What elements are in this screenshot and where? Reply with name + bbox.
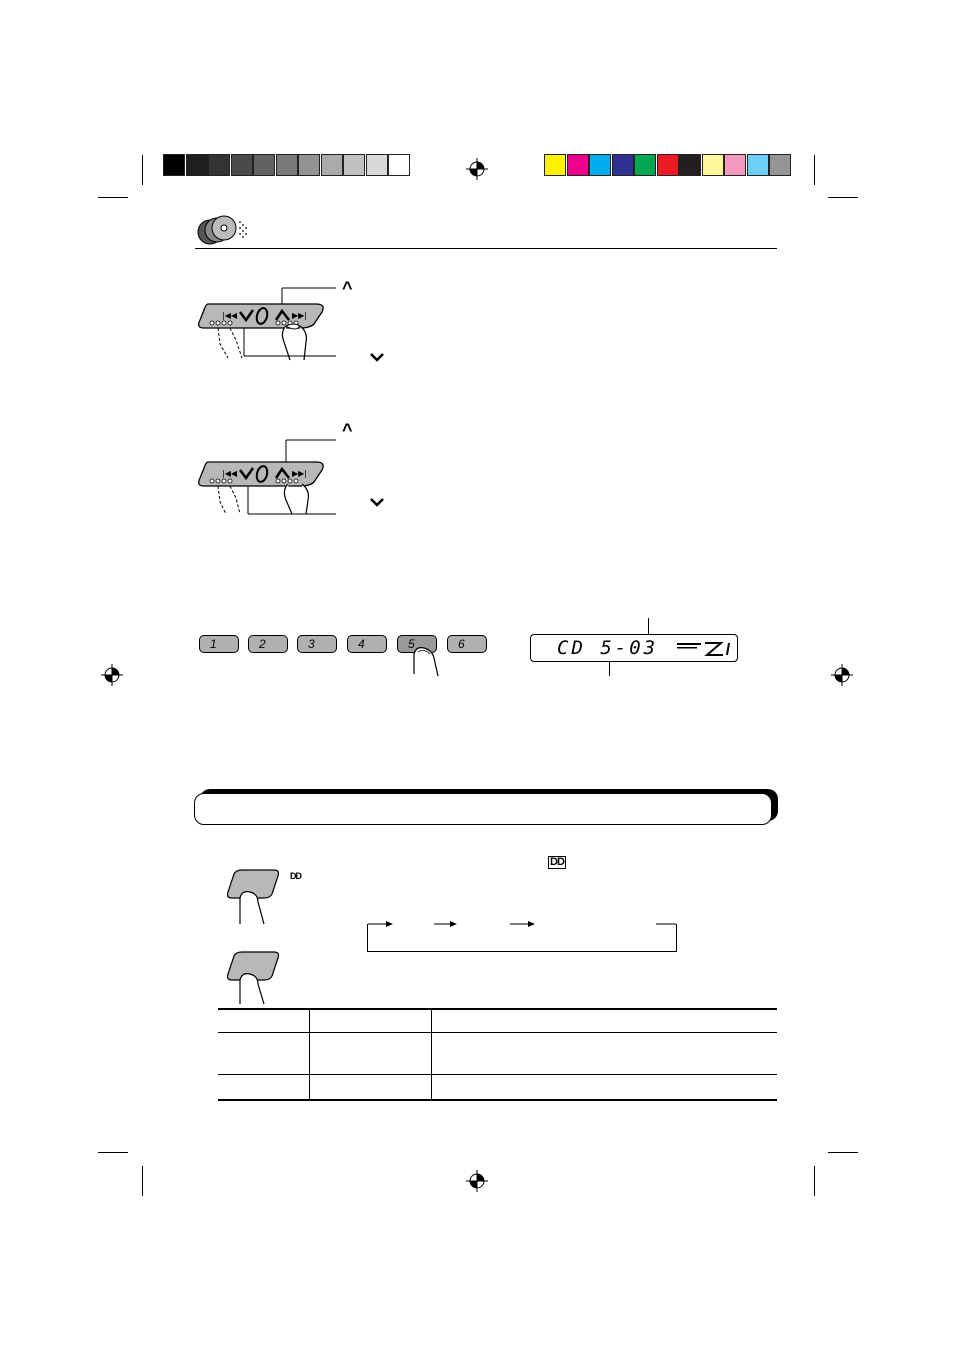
lcd-display [530,634,738,662]
color-swatch [657,154,679,176]
registration-mark-icon [466,158,488,180]
color-swatch [567,154,589,176]
mode-cycle-arrows [366,916,678,932]
crop-mark [828,197,858,198]
button-press-icon [226,950,286,1006]
chevron-down-icon [370,352,384,362]
crop-mark [98,1152,128,1153]
table-bottom-rule [218,1099,777,1101]
gray-swatch [321,154,343,176]
registration-mark-icon [831,664,853,686]
crop-mark [814,155,815,185]
preset-button-3[interactable]: 3 [297,635,337,653]
disc-icon [196,212,256,248]
preset-button-4[interactable]: 4 [347,635,387,653]
color-swatch [769,154,791,176]
color-swatch [634,154,656,176]
dolby-mark-large: DD [550,856,564,868]
gray-swatch [186,154,208,176]
color-swatch [724,154,746,176]
track-select-illustration [196,424,396,524]
gray-swatch [163,154,185,176]
crop-mark [142,1166,143,1196]
color-swatch [612,154,634,176]
callout-line [609,662,610,676]
registration-mark-icon [466,1170,488,1192]
chevron-down-icon [370,497,384,507]
up-arrow-label: ^ [342,278,353,298]
gray-swatch [298,154,320,176]
gray-swatch [253,154,275,176]
svg-text:▶▶|: ▶▶| [292,311,307,320]
color-swatch [702,154,724,176]
svg-text:|◀◀: |◀◀ [222,469,237,478]
up-arrow-label: ^ [342,420,353,440]
button-press-icon [226,868,286,926]
callout-line [648,618,649,634]
level-meter-icon [677,639,735,659]
dolby-mark-small: DD [290,871,301,881]
gray-swatch [208,154,230,176]
crop-mark [828,1152,858,1153]
svg-text:|◀◀: |◀◀ [222,311,237,320]
section-heading-bar [194,793,772,825]
lcd-disc-track-text: CD 5-03 [557,637,659,659]
table-row-rule [218,1074,777,1075]
gray-swatch [343,154,365,176]
gray-swatch [231,154,253,176]
color-swatch [747,154,769,176]
svg-text:▶▶|: ▶▶| [292,469,307,478]
preset-button-2[interactable]: 2 [248,635,288,653]
preset-button-6[interactable]: 6 [447,635,487,653]
table-column-divider [431,1009,432,1100]
table-top-rule [218,1008,777,1010]
table-column-divider [309,1009,310,1100]
track-select-illustration [196,280,396,380]
crop-mark [142,155,143,185]
preset-button-1[interactable]: 1 [199,635,239,653]
crop-mark [814,1166,815,1196]
table-header-rule [218,1032,777,1033]
gray-swatch [276,154,298,176]
registration-mark-icon [101,664,123,686]
gray-swatch [366,154,388,176]
gray-swatch [388,154,410,176]
finger-press-icon [408,644,444,678]
crop-mark [98,197,128,198]
color-swatch [544,154,566,176]
color-swatch [679,154,701,176]
header-rule [195,248,777,249]
color-swatch [589,154,611,176]
preset-button-5[interactable]: 5 [397,635,437,653]
